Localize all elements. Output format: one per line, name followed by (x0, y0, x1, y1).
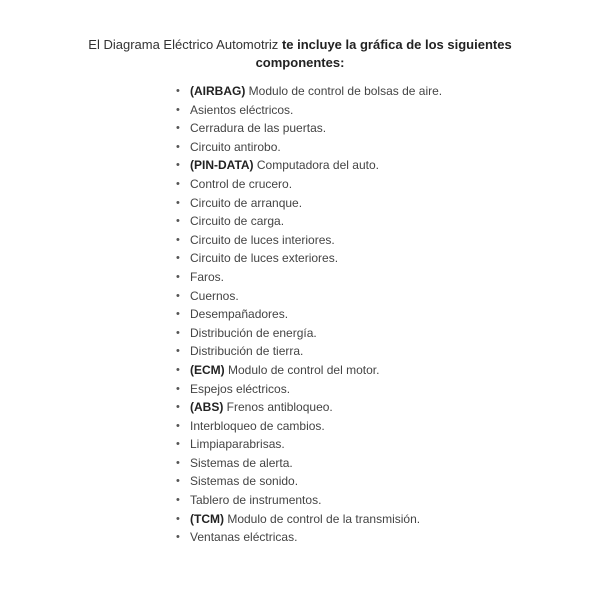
component-text: Tablero de instrumentos. (190, 493, 322, 508)
component-item (0, 194, 442, 213)
bullet-icon: • (176, 196, 180, 209)
bullet-icon: • (176, 382, 180, 395)
component-item (0, 305, 442, 324)
component-item (0, 249, 442, 268)
component-item (0, 231, 442, 250)
component-text: Ventanas eléctricas. (190, 530, 298, 545)
component-text: Control de crucero. (190, 176, 293, 191)
component-text: Distribución de tierra. (190, 344, 304, 359)
component-item (0, 212, 442, 231)
bullet-icon: • (176, 419, 180, 432)
bullet-icon: • (176, 215, 180, 228)
bullet-icon: • (176, 345, 180, 358)
component-item (0, 156, 442, 175)
bullet-icon: • (176, 252, 180, 265)
intro-paragraph (60, 36, 540, 72)
component-text: Desempañadores. (190, 307, 289, 322)
intro-bold-text: te incluye la gráfica de los siguientes componentes: (255, 37, 512, 70)
intro-lead-text: El Diagrama Eléctrico Automotriz (88, 37, 279, 52)
component-item (0, 268, 442, 287)
bullet-icon: • (176, 140, 180, 153)
component-text: Circuito de arranque. (190, 195, 303, 210)
component-text: Modulo de control del motor. (228, 362, 380, 377)
bullet-icon: • (176, 159, 180, 172)
component-item (0, 472, 442, 491)
bullet-icon: • (176, 326, 180, 339)
component-item (0, 380, 442, 399)
bullet-icon: • (176, 456, 180, 469)
component-text: Espejos eléctricos. (190, 381, 291, 396)
component-text: Circuito de luces exteriores. (190, 251, 339, 266)
component-text: Circuito de luces interiores. (190, 232, 335, 247)
component-code: (PIN-DATA) (190, 158, 254, 173)
component-item (0, 119, 442, 138)
component-item (0, 175, 442, 194)
component-item (0, 491, 442, 510)
component-text: Distribución de energía. (190, 325, 317, 340)
component-item (0, 82, 442, 101)
component-item (0, 435, 442, 454)
component-text: Sistemas de alerta. (190, 455, 293, 470)
component-text: Faros. (190, 269, 225, 284)
component-text: Circuito antirobo. (190, 139, 281, 154)
bullet-icon: • (176, 494, 180, 507)
component-item (0, 417, 442, 436)
component-text: Modulo de control de la transmisión. (227, 511, 421, 526)
bullet-icon: • (176, 475, 180, 488)
component-item (0, 361, 442, 380)
component-text: Asientos eléctricos. (190, 102, 294, 117)
bullet-icon: • (176, 122, 180, 135)
bullet-icon: • (176, 308, 180, 321)
component-text: Limpiaparabrisas. (190, 437, 285, 452)
component-text: Cuernos. (190, 288, 239, 303)
component-code: (ABS) (190, 400, 224, 415)
component-code: (AIRBAG) (190, 84, 246, 98)
bullet-icon: • (176, 85, 180, 97)
component-item (0, 398, 442, 417)
component-text: Circuito de carga. (190, 214, 285, 229)
bullet-icon: • (176, 177, 180, 190)
component-list (0, 82, 442, 547)
component-item (0, 324, 442, 343)
bullet-icon: • (176, 270, 180, 283)
component-item (0, 138, 442, 157)
component-text: Computadora del auto. (256, 158, 379, 173)
component-item (0, 101, 442, 120)
bullet-icon: • (176, 401, 180, 414)
component-text: Frenos antibloqueo. (226, 400, 333, 415)
bullet-icon: • (176, 103, 180, 116)
component-item (0, 342, 442, 361)
component-item (0, 287, 442, 306)
component-item (0, 454, 442, 473)
bullet-icon: • (176, 363, 180, 376)
bullet-icon: • (176, 233, 180, 246)
component-text: Sistemas de sonido. (190, 474, 299, 489)
component-text: Interbloqueo de cambios. (190, 418, 325, 433)
bullet-icon: • (176, 289, 180, 302)
component-item (0, 510, 442, 529)
component-text: Cerradura de las puertas. (190, 121, 327, 136)
component-code: (ECM) (190, 362, 225, 377)
bullet-icon: • (176, 512, 180, 525)
component-item (0, 528, 442, 547)
component-code: (TCM) (190, 511, 224, 526)
bullet-icon: • (176, 438, 180, 451)
component-text: Modulo de control de bolsas de aire. (248, 84, 443, 98)
bullet-icon: • (176, 531, 180, 544)
